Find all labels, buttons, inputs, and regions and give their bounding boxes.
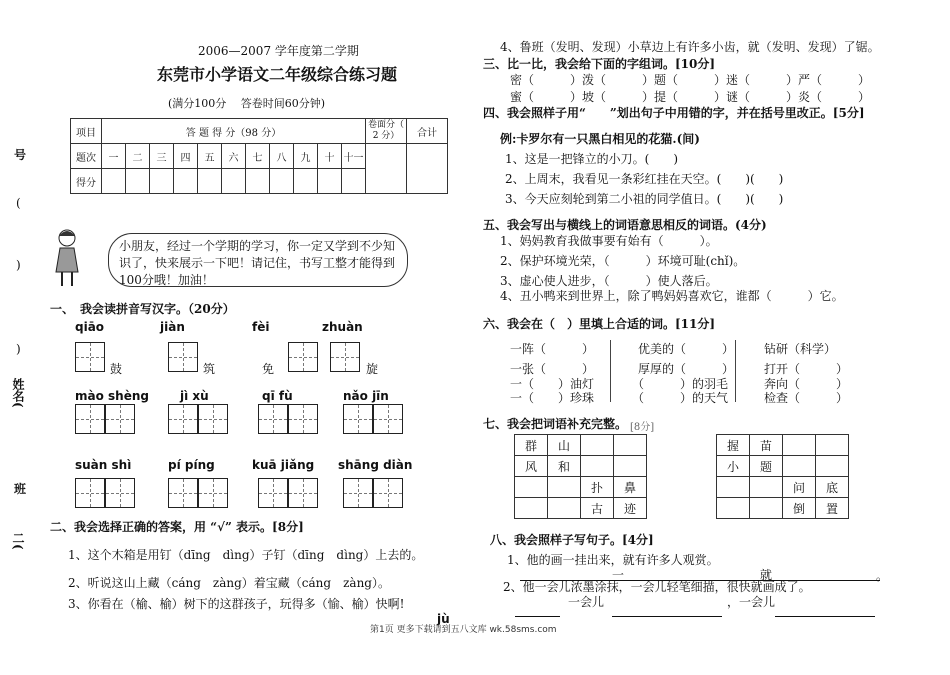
grid-cell[interactable] — [548, 477, 581, 498]
margin-grade: 二( — [11, 532, 25, 550]
q3-row: 蜜（ ）坡（ ）提（ ）谜（ ）炎（ ） — [510, 90, 871, 104]
writing-box[interactable] — [75, 404, 105, 434]
score-cell[interactable] — [407, 144, 448, 194]
q4-title: 四、我会照样子用“ ”划出句子中用错的字，并在括号里改正。[5分] — [483, 106, 865, 120]
pinyin: fèi — [252, 320, 270, 334]
q6-item: 一（ ）珍珠 — [510, 391, 595, 405]
grid-cell[interactable] — [548, 498, 581, 519]
score-cell: 二 — [126, 144, 150, 169]
grid-cell: 鼻 — [614, 477, 647, 498]
grid-cell[interactable] — [717, 498, 750, 519]
pinyin: qiāo — [75, 320, 105, 334]
q7-score: [8分] — [630, 422, 655, 433]
grid-cell[interactable] — [750, 477, 783, 498]
score-input-cell[interactable] — [294, 169, 318, 194]
score-input-cell[interactable] — [102, 169, 126, 194]
answer-line[interactable] — [515, 616, 560, 617]
q5-title: 五、我会写出与横线上的词语意思相反的词语。(4分) — [483, 218, 767, 232]
grid-cell: 和 — [548, 456, 581, 477]
writing-box[interactable] — [288, 404, 318, 434]
q4-line: 2、上周末，我看见一条彩红挂在天空。( )( ) — [505, 172, 784, 186]
q3-row: 密（ ）泼（ ）题（ ）迷（ ）严（ ） — [510, 73, 871, 87]
girl-illustration — [50, 228, 84, 288]
score-cell[interactable] — [366, 144, 407, 194]
margin-bracket: ( — [16, 196, 21, 210]
q7-title: 七、我会把词语补充完整。 — [483, 417, 628, 431]
writing-box[interactable] — [373, 404, 403, 434]
speech-bubble: 小朋友，经过一个学期的学习，你一定又学到不少知识了，快来展示一下吧！请记住，书写工整才能得到100分哦！加油！ — [108, 233, 408, 287]
margin-class: 班 — [14, 482, 27, 496]
score-cell: 得分 — [71, 169, 102, 194]
score-cell: 项目 — [71, 119, 102, 144]
score-cell: 九 — [294, 144, 318, 169]
given-char: 鼓 — [110, 362, 123, 376]
grid-cell: 底 — [816, 477, 849, 498]
q8-title: 八、我会照样子写句子。[4分] — [490, 533, 654, 547]
score-cell: 答 题 得 分（98 分） — [102, 119, 366, 144]
page-subtitle: (满分100分 答卷时间60分钟) — [168, 97, 326, 110]
writing-box[interactable] — [373, 478, 403, 508]
score-cell: 十一 — [342, 144, 366, 169]
grid-cell[interactable] — [515, 498, 548, 519]
q8-hui1: 一会儿 — [568, 595, 605, 609]
q6-item: 钻研（科学） — [764, 342, 837, 356]
q5-line: 3、虚心使人进步，（ ）使人落后。 — [500, 274, 718, 288]
score-input-cell[interactable] — [318, 169, 342, 194]
grid-cell[interactable] — [816, 435, 849, 456]
pinyin: shāng diàn — [338, 458, 413, 472]
q7-grid-right — [716, 434, 849, 519]
writing-box[interactable] — [198, 478, 228, 508]
q6-item: 一（ ）油灯 — [510, 377, 595, 391]
footer: 第1页 更多下载请到五八文库 wk.58sms.com — [370, 625, 557, 635]
grid-cell: 迹 — [614, 498, 647, 519]
q7-grid-left — [514, 434, 647, 519]
score-cell: 八 — [270, 144, 294, 169]
q6-item: 打开（ ） — [764, 362, 849, 376]
grid-cell[interactable] — [581, 456, 614, 477]
q8-line: 1、他的画一挂出来，就有许多人观赏。 — [507, 553, 719, 567]
grid-cell[interactable] — [515, 477, 548, 498]
q5-line: 4、丑小鸭来到世界上，除了鸭妈妈喜欢它，谁都（ ）它。 — [500, 289, 844, 303]
grid-cell[interactable] — [614, 435, 647, 456]
q8-line: 2、他一会儿浓墨涂抹，一会儿轻笔细描，很快就画成了。 — [503, 580, 811, 594]
grid-cell: 倒 — [783, 498, 816, 519]
q4-example: 例:卡罗尔有一只黑白相见的花猫.(间) — [500, 132, 700, 146]
pinyin: suàn shì — [75, 458, 132, 472]
q2-line: 2、听说这山上藏（cáng zàng）着宝藏（cáng zàng）。 — [68, 576, 390, 590]
school-year: 2006—2007 学年度第二学期 — [198, 44, 359, 58]
writing-box[interactable] — [343, 478, 373, 508]
writing-box[interactable] — [258, 478, 288, 508]
grid-cell[interactable] — [750, 498, 783, 519]
pinyin: mào shèng — [75, 389, 149, 403]
writing-box[interactable] — [168, 404, 198, 434]
q8-hui2: ，一会儿 — [727, 595, 776, 609]
q4-line: 1、这是一把锋立的小刀。( ) — [505, 152, 678, 166]
q6-item: 一阵（ ） — [510, 342, 595, 356]
score-cell: 一 — [102, 144, 126, 169]
grid-cell: 扑 — [581, 477, 614, 498]
score-input-cell[interactable] — [270, 169, 294, 194]
margin-bracket: ) — [16, 258, 21, 272]
grid-cell: 置 — [816, 498, 849, 519]
margin-name: 姓名( — [11, 378, 25, 408]
score-input-cell[interactable] — [126, 169, 150, 194]
score-cell: 十 — [318, 144, 342, 169]
margin-bracket: ) — [16, 342, 21, 356]
given-char: 免 — [262, 362, 275, 376]
writing-box[interactable] — [198, 404, 228, 434]
writing-box[interactable] — [168, 478, 198, 508]
q6-item: 一张（ ） — [510, 362, 595, 376]
grid-cell: 问 — [783, 477, 816, 498]
q6-item: （ ）的天气 — [632, 391, 729, 405]
pinyin: jiàn — [160, 320, 185, 334]
pinyin-ju: jù — [437, 612, 450, 626]
grid-cell[interactable] — [783, 435, 816, 456]
pinyin: zhuàn — [322, 320, 363, 334]
grid-cell: 群 — [515, 435, 548, 456]
grid-cell: 古 — [581, 498, 614, 519]
writing-box[interactable] — [105, 478, 135, 508]
grid-cell[interactable] — [717, 477, 750, 498]
q6-item: 奔向（ ） — [764, 377, 849, 391]
score-cell: 五 — [198, 144, 222, 169]
score-cell: 合计 — [407, 119, 448, 144]
q5-line: 2、保护环境光荣，（ ）环境可耻(chǐ)。 — [500, 254, 746, 268]
answer-line[interactable] — [612, 616, 722, 617]
q6-item: （ ）的羽毛 — [632, 377, 729, 391]
q2-line: 3、你看在（榆、榆）树下的这群孩子，玩得多（愉、榆）快啊! — [68, 597, 405, 611]
q3-title: 三、比一比，我会给下面的字组词。[10分] — [483, 57, 716, 71]
answer-line[interactable] — [775, 616, 875, 617]
q8-period: 。 — [876, 569, 889, 583]
q2-line-4: 4、鲁班（发明、发现）小草边上有许多小齿，就（发明、发现）了锯。 — [500, 40, 880, 54]
q4-line: 3、今天应刻轮到第二小祖的同学值日。( )( ) — [505, 192, 784, 206]
q2-line: 1、这个木箱是用钉（dīng dìng）子钉（dīng dìng）上去的。 — [68, 548, 424, 562]
grid-cell: 山 — [548, 435, 581, 456]
margin-hao: 号 — [14, 148, 27, 162]
score-cell: 七 — [246, 144, 270, 169]
grid-cell: 苗 — [750, 435, 783, 456]
q1-title: 一、 我会读拼音写汉字。（20分） — [50, 302, 235, 316]
writing-box[interactable] — [105, 404, 135, 434]
writing-box[interactable] — [288, 478, 318, 508]
writing-box[interactable] — [330, 342, 360, 372]
grid-cell: 小 — [717, 456, 750, 477]
score-input-cell[interactable] — [342, 169, 366, 194]
writing-box[interactable] — [288, 342, 318, 372]
q2-title: 二、我会选择正确的答案，用 “√” 表示。[8分] — [50, 520, 304, 534]
writing-box[interactable] — [258, 404, 288, 434]
writing-box[interactable] — [343, 404, 373, 434]
score-table — [70, 118, 448, 194]
grid-cell[interactable] — [816, 456, 849, 477]
score-input-cell[interactable] — [150, 169, 174, 194]
score-input-cell[interactable] — [222, 169, 246, 194]
given-char: 旋 — [366, 362, 379, 376]
pinyin: kuā jiǎng — [252, 458, 315, 472]
score-input-cell[interactable] — [246, 169, 270, 194]
q6-item: 检查（ ） — [764, 391, 849, 405]
grid-cell[interactable] — [783, 456, 816, 477]
q6-title: 六、我会在（ ）里填上合适的词。[11分] — [483, 317, 716, 331]
score-cell: 题次 — [71, 144, 102, 169]
pinyin: qī fù — [262, 389, 293, 403]
grid-cell: 握 — [717, 435, 750, 456]
q8-jiu: 就 — [760, 568, 773, 582]
q6-item: 厚厚的（ ） — [638, 362, 735, 376]
q8-yi: 一 — [612, 568, 625, 582]
score-cell: 四 — [174, 144, 198, 169]
grid-cell[interactable] — [581, 435, 614, 456]
writing-box[interactable] — [75, 478, 105, 508]
score-cell: 卷面分（ 2 分） — [366, 119, 407, 144]
grid-cell[interactable] — [614, 456, 647, 477]
score-cell: 三 — [150, 144, 174, 169]
q6-item: 优美的（ ） — [638, 342, 735, 356]
score-input-cell[interactable] — [174, 169, 198, 194]
pinyin: jì xù — [180, 389, 209, 403]
given-char: 筑 — [203, 362, 216, 376]
pinyin: pí píng — [168, 458, 215, 472]
q5-line: 1、妈妈教育我做事要有始有（ ）。 — [500, 234, 718, 248]
writing-box[interactable] — [75, 342, 105, 372]
score-input-cell[interactable] — [198, 169, 222, 194]
grid-cell: 题 — [750, 456, 783, 477]
writing-box[interactable] — [168, 342, 198, 372]
grid-cell: 风 — [515, 456, 548, 477]
divider — [610, 340, 612, 402]
pinyin: nǎo jīn — [343, 389, 389, 403]
score-cell: 六 — [222, 144, 246, 169]
divider — [735, 340, 737, 402]
page-title: 东莞市小学语文二年级综合练习题 — [157, 65, 398, 84]
